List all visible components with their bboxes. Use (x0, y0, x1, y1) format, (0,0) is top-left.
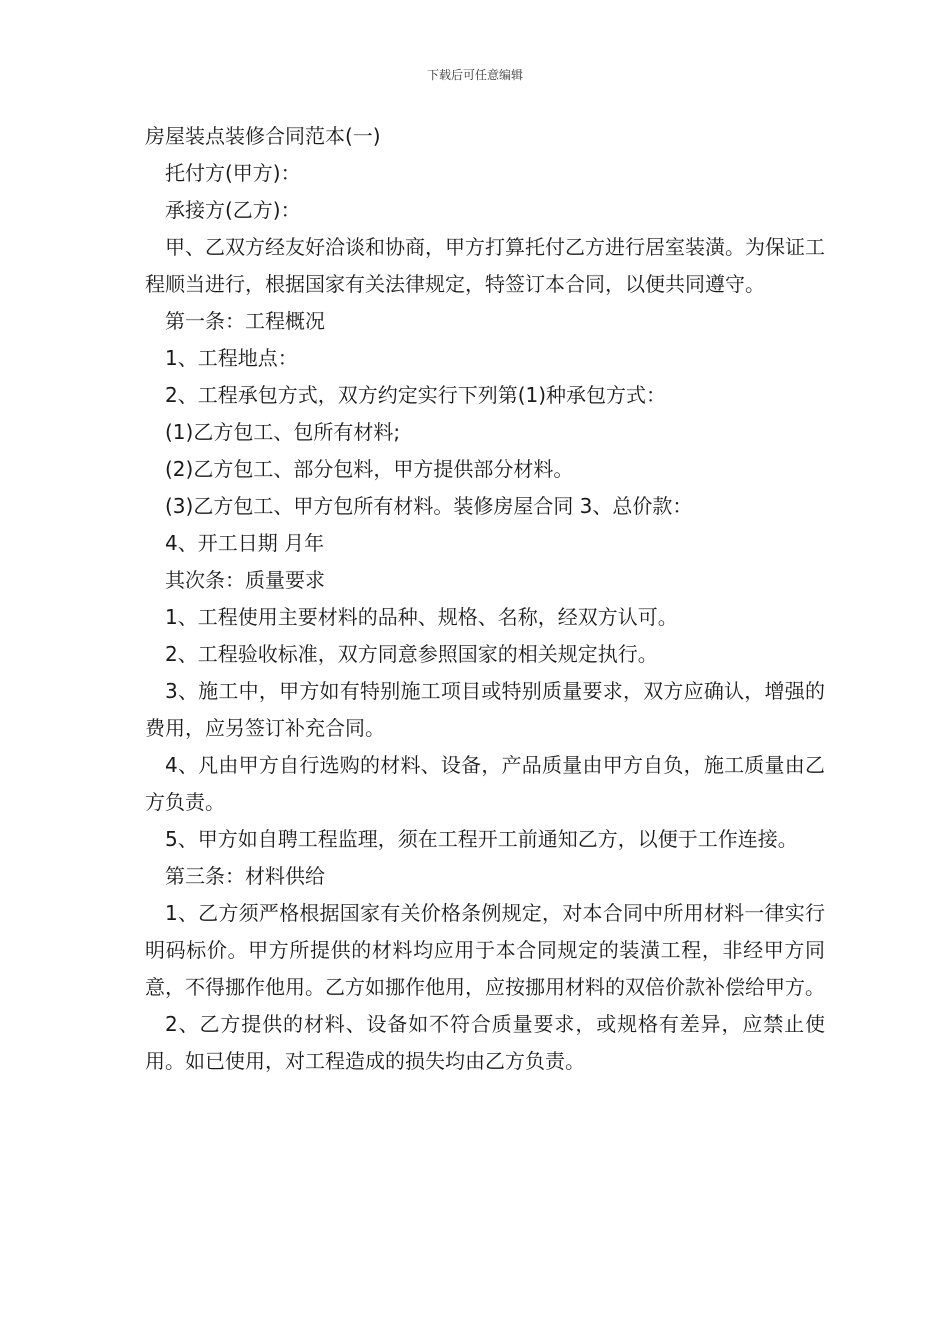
article-2-item-5: 5、甲方如自聘工程监理，须在工程开工前通知乙方，以便于工作连接。 (165, 827, 798, 851)
article-2-item-2: 2、工程验收标准，双方同意参照国家的相关规定执行。 (165, 642, 658, 666)
article-1-item-2: 2、工程承包方式，双方约定实行下列第(1)种承包方式： (165, 383, 667, 407)
article-2-heading: 其次条：质量要求 (165, 568, 325, 592)
party-b-line: 承接方(乙方)： (165, 198, 301, 222)
article-2-item-4: 4、凡由甲方自行选购的材料、设备，产品质量由甲方自负，施工质量由乙方负责。 (145, 753, 825, 814)
contract-option-1: (1)乙方包工、包所有材料; (165, 420, 401, 444)
article-2-item-3: 3、施工中，甲方如有特别施工项目或特别质量要求，双方应确认，增强的费用，应另签订补充合同。 (145, 679, 825, 740)
contract-option-3: (3)乙方包工、甲方包所有材料。装修房屋合同 3、总价款： (165, 494, 693, 518)
article-3-item-1: 1、乙方须严格根据国家有关价格条例规定，对本合同中所用材料一律实行明码标价。甲方所提供的材料均应用于本合同规定的装潢工程，非经甲方同意，不得挪作他用。乙方如挪作他用，应按挪用材料的双倍价款补偿给甲方。 (145, 901, 825, 999)
article-1-item-1: 1、工程地点： (165, 346, 298, 370)
article-3-heading: 第三条：材料供给 (165, 864, 325, 888)
contract-body (145, 118, 825, 1080)
contract-title: 房屋装点装修合同范本(一) (145, 124, 381, 148)
article-1-heading: 第一条：工程概况 (165, 309, 325, 333)
page-header-note: 下载后可任意编辑 (426, 68, 523, 82)
article-1-item-4: 4、开工日期 月年 (165, 531, 325, 555)
party-a-line: 托付方(甲方)： (165, 161, 301, 185)
preamble-paragraph: 甲、乙双方经友好洽谈和协商，甲方打算托付乙方进行居室装潢。为保证工程顺当进行，根据国家有关法律规定，特签订本合同，以便共同遵守。 (145, 235, 825, 296)
contract-option-2: (2)乙方包工、部分包料，甲方提供部分材料。 (165, 457, 574, 481)
article-3-item-2: 2、乙方提供的材料、设备如不符合质量要求，或规格有差异，应禁止使用。如已使用，对工程造成的损失均由乙方负责。 (145, 1012, 825, 1073)
article-2-item-1: 1、工程使用主要材料的品种、规格、名称，经双方认可。 (165, 605, 678, 629)
